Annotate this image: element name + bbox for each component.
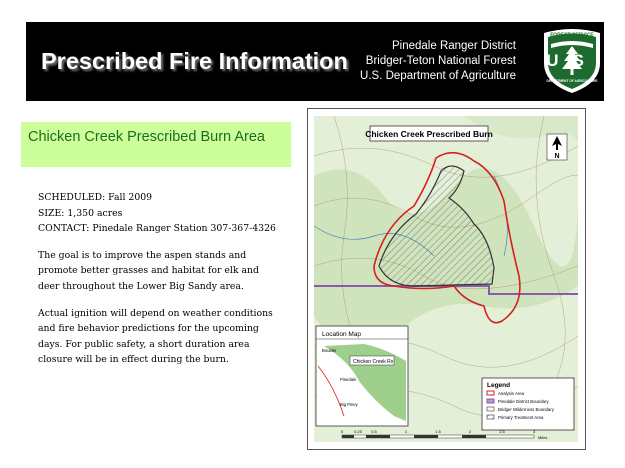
page-title: Prescribed Fire Information: [41, 48, 348, 74]
scheduled-text: SCHEDULED: Fall 2009: [38, 192, 153, 203]
town-pinedale: Pinedale: [340, 377, 357, 382]
location-map-title: Location Map: [322, 331, 362, 338]
town-big-piney: Big Piney: [340, 402, 358, 407]
contact-text: CONTACT: Pinedale Ranger Station 307-367-4326: [38, 223, 276, 235]
forest-name: Bridger-Teton National Forest: [365, 55, 516, 67]
scale-tick-label: 0.5: [371, 429, 377, 434]
map-title: Chicken Creek Prescribed Burn: [365, 129, 493, 139]
scale-tick-label: 2: [468, 429, 472, 434]
size-text: SIZE: 1,350 acres: [38, 207, 123, 219]
goal-text: The goal is to improve the aspen stands and promote better grasses and habitat for elk and deer throughout the Lower Big Sandy area.: [38, 249, 259, 292]
legend-swatch-wilderness: [487, 407, 494, 411]
location-label: Chicken Creek Rx: [353, 359, 394, 365]
legend-item-treatment: Primary Treatment Area: [498, 415, 544, 420]
scale-tick-label: 3: [532, 429, 536, 434]
forest-service-logo: [540, 27, 604, 95]
burn-info: [38, 190, 283, 379]
scale-tick-label: 0: [340, 429, 344, 434]
legend-swatch-treatment: [487, 415, 494, 419]
district-name: Pinedale Ranger District: [391, 40, 516, 52]
legend-item-wilderness: Bridger Wilderness Boundary: [498, 407, 554, 412]
map-image: [314, 116, 578, 442]
legend-item-district: Pinedale District Boundary: [498, 399, 549, 404]
area-title-box: [21, 122, 291, 167]
logo-letters: US: [546, 51, 598, 70]
ignition-text: Actual ignition will depend on weather conditions and fire behavior predictions for the upcoming days. For public safety, a short duration area closure will be in effect during the burn.: [38, 307, 273, 366]
agency-info: [360, 39, 516, 84]
legend-item-analysis: Analysis Area: [498, 391, 525, 396]
scale-tick-label: 1.5: [435, 429, 441, 434]
area-title: Chicken Creek Prescribed Burn Area: [28, 129, 265, 145]
north-label: N: [554, 153, 560, 160]
department-name: U.S. Department of Agriculture: [360, 70, 516, 82]
scale-unit: Miles: [538, 435, 548, 440]
scale-tick-label: 1: [404, 429, 408, 434]
burn-area-map: [307, 108, 586, 450]
town-boulder: Boulder: [322, 348, 337, 353]
logo-top-text: FOREST SERVICE: [550, 32, 594, 39]
legend-title: Legend: [487, 382, 511, 389]
scale-tick-label: 2.5: [499, 429, 505, 434]
logo-bottom-text: DEPARTMENT OF AGRICULTURE: [546, 79, 598, 83]
legend-swatch-district: [487, 399, 494, 403]
header-banner: [26, 22, 604, 101]
scale-tick-label: 0.25: [354, 429, 362, 434]
